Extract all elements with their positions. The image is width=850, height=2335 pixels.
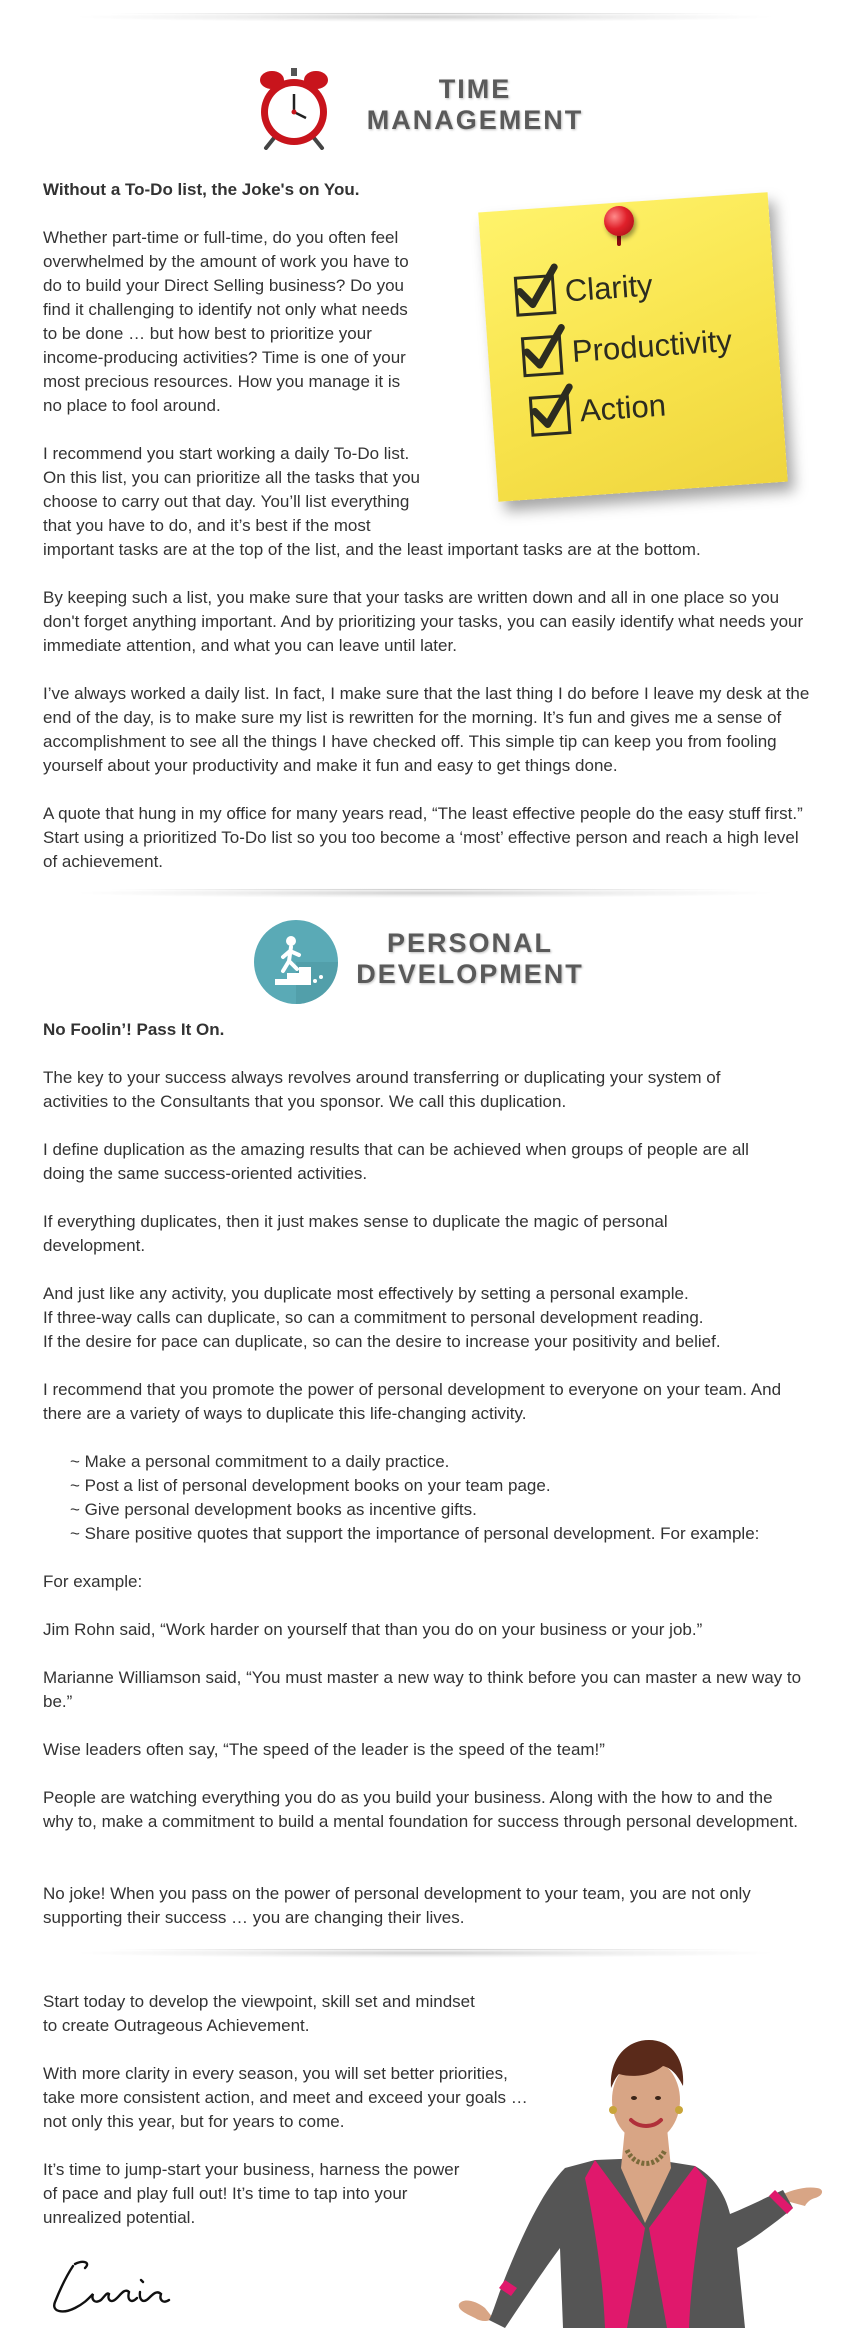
time-paragraph-4: I’ve always worked a daily list. In fact, I make sure that the last thing I do before I leave my desk at the end of the day, is to make sure my list is rewritten for the morning. It’s fun and gives me a sense of accomplishment to see all the things I have checked off. This simple tip can keep you from fooling yourself about your productivity and make it fun and easy to get things done.: [43, 684, 810, 775]
text-line: most precious resources. How you manage it is: [43, 372, 401, 391]
text-line: no place to fool around.: [43, 396, 221, 415]
presenter-photo: [445, 2018, 850, 2328]
list-item: ~ Give personal development books as incentive gifts.: [70, 1498, 830, 1522]
time-management-heading: [355, 74, 595, 136]
checkmark-icon: [514, 274, 557, 317]
text-line: And just like any activity, you duplicate most effectively by setting a personal example.: [43, 1284, 689, 1303]
checkmark-icon: [529, 394, 572, 437]
text-line: not only this year, but for years to come.: [43, 2112, 345, 2131]
alarm-clock-icon: [258, 66, 330, 150]
text-line: Whether part-time or full-time, do you often feel: [43, 228, 399, 247]
text-line: It’s time to jump-start your business, harness the power: [43, 2160, 460, 2179]
development-paragraph-6: For example:: [43, 1572, 143, 1591]
text-line: unrealized potential.: [43, 2208, 196, 2227]
development-subtitle: No Foolin’! Pass It On.: [43, 1020, 225, 1039]
development-paragraph-9: Wise leaders often say, “The speed of the leader is the speed of the team!”: [43, 1740, 605, 1759]
development-paragraph-3: If everything duplicates, then it just makes sense to duplicate the magic of personal development.: [43, 1212, 668, 1255]
development-paragraph-8: Marianne Williamson said, “You must master a new way to think before you can master a new way to be.”: [43, 1668, 802, 1711]
top-divider: [70, 12, 780, 22]
text-line: I recommend you start working a daily To-Do list.: [43, 444, 410, 463]
stair-climbing-person-icon: [253, 919, 339, 1005]
list-item: ~ Post a list of personal development books on your team page.: [70, 1474, 830, 1498]
text-line: do to build your Direct Selling business? Do you: [43, 276, 404, 295]
heading-line-2: DEVELOPMENT: [356, 959, 584, 989]
signature: [45, 2258, 175, 2318]
text-line: Start today to develop the viewpoint, skill set and mindset: [43, 1992, 475, 2011]
text-line: choose to carry out that day. You’ll list everything: [43, 492, 410, 511]
time-paragraph-3: By keeping such a list, you make sure that your tasks are written down and all in one place so you don't forget anything important. And by prioritizing your tasks, you can easily identify what needs your immediate attention, and what you can leave until later.: [43, 588, 804, 655]
time-subtitle: Without a To-Do list, the Joke's on You.: [43, 180, 360, 199]
text-line: If three-way calls can duplicate, so can a commitment to personal development reading.: [43, 1308, 704, 1327]
section-divider: [70, 888, 780, 898]
push-pin-icon: [604, 206, 634, 236]
development-paragraph-7: Jim Rohn said, “Work harder on yourself that than you do on your business or your job.”: [43, 1620, 703, 1639]
text-line: that you have to do, and it’s best if the most: [43, 516, 371, 535]
text-line: With more clarity in every season, you will set better priorities,: [43, 2064, 508, 2083]
text-line: of pace and play full out! It’s time to tap into your: [43, 2184, 408, 2203]
text-line: to create Outrageous Achievement.: [43, 2016, 310, 2035]
sticky-item-label: Productivity: [570, 322, 734, 369]
development-paragraph-2: I define duplication as the amazing results that can be achieved when groups of people are all doing the same success-oriented activities.: [43, 1140, 749, 1183]
text-line: overwhelmed by the amount of work you have to: [43, 252, 409, 271]
sticky-item-label: Clarity: [563, 267, 654, 309]
text-line: On this list, you can prioritize all the tasks that you: [43, 468, 421, 487]
list-item: ~ Share positive quotes that support the importance of personal development. For example:: [70, 1522, 830, 1546]
text-line: important tasks are at the top of the list, and the least important tasks are at the bottom.: [43, 540, 701, 559]
sticky-item-label: Action: [578, 387, 668, 429]
heading-line-1: TIME: [438, 74, 512, 104]
development-paragraph-1: The key to your success always revolves around transferring or duplicating your system of activities to the Consultants that you sponsor. We call this duplication.: [43, 1068, 721, 1111]
checkmark-icon: [521, 335, 564, 378]
text-line: If the desire for pace can duplicate, so can the desire to increase your positivity and belief.: [43, 1332, 721, 1351]
text-line: find it challenging to identify not only what needs: [43, 300, 408, 319]
suggestion-list: [70, 1450, 830, 1546]
list-item: ~ Make a personal commitment to a daily practice.: [70, 1450, 830, 1474]
time-paragraph-1: [43, 226, 463, 418]
time-paragraph-5: A quote that hung in my office for many years read, “The least effective people do the easy stuff first.” Start using a prioritized To-Do list so you too become a ‘most’ effective person and reach a high level of achievement.: [43, 804, 803, 871]
heading-line-1: PERSONAL: [386, 928, 554, 958]
development-paragraph-10: People are watching everything you do as you build your business. Along with the how to and the why to, make a commitment to build a mental foundation for success through personal development.: [43, 1788, 799, 1831]
heading-line-2: MANAGEMENT: [366, 105, 584, 135]
development-paragraph-11: No joke! When you pass on the power of personal development to your team, you are not only supporting their success … you are changing their lives.: [43, 1884, 751, 1927]
text-line: income-producing activities? Time is one of your: [43, 348, 406, 367]
text-line: take more consistent action, and meet and exceed your goals …: [43, 2088, 528, 2107]
section-divider: [70, 1948, 780, 1958]
personal-development-heading: [340, 928, 600, 990]
development-paragraph-4: [43, 1282, 813, 1354]
text-line: to be done … but how best to prioritize your: [43, 324, 372, 343]
closing-paragraph-3: [43, 2158, 483, 2230]
development-paragraph-5: I recommend that you promote the power of personal development to everyone on your team. And there are a variety of ways to duplicate this life-changing activity.: [43, 1380, 782, 1423]
